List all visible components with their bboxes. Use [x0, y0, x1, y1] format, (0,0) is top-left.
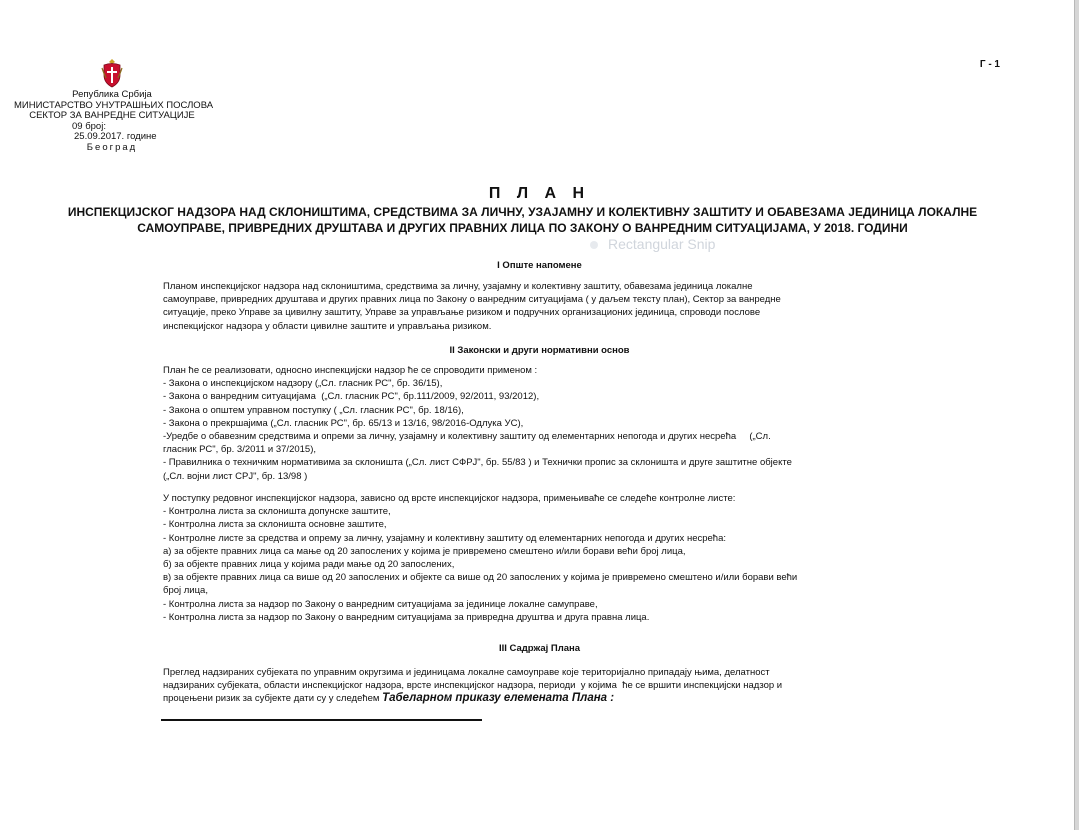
- paragraph-line: - Закона о општем управном поступку ( „Сл. гласник РС", бр. 18/16),: [163, 404, 464, 416]
- snip-dot-icon: [590, 241, 598, 249]
- paragraph-line: - Правилника о техничким нормативима за склоништа („Сл. лист СФРЈ", бр. 55/83 ) и Технички пропис за склоништа и друге заштитне објекте: [163, 457, 792, 469]
- page-right-border: [1074, 0, 1079, 830]
- header-city: Београд: [86, 141, 138, 153]
- paragraph-line: самоуправе, привредних друштава и других правних лица по Закону о ванредним ситуацијама ( у даљем тексту план), Сектор за ванредне: [163, 294, 781, 306]
- section-1-heading: I Опште напомене: [497, 260, 582, 271]
- paragraph-line: - Контролна листа за склоништа основне заштите,: [163, 519, 387, 531]
- paragraph-line: („Сл. војни лист СРЈ", бр. 13/98 ): [163, 470, 308, 482]
- document-subtitle: [50, 204, 995, 236]
- section-3-heading: III Садржај Плана: [498, 643, 581, 654]
- paragraph-line: Планом инспекцијског надзора над склоништима, средствима за личну, узајамну и колективну заштиту, обавезама јединица локалне: [163, 281, 753, 292]
- header-ministry: МИНИСТАРСТВО УНУТРАШЊИХ ПОСЛОВА: [14, 99, 214, 111]
- subtitle-line-2: САМОУПРАВЕ, ПРИВРЕДНИХ ДРУШТАВА И ДРУГИХ ПРАВНИХ ЛИЦА ПО ЗАКОНУ О ВАНРЕДНИМ СИТУАЦИЈАМА, У 2018. ГОДИНИ: [137, 221, 908, 235]
- paragraph-line: - Закона о ванредним ситуацијама („Сл. гласник РС", бр.111/2009, 92/2011, 93/2012),: [163, 391, 540, 403]
- section-1-body: [163, 280, 873, 333]
- header-date: 25.09.2017. године: [74, 131, 157, 142]
- paragraph-line: У поступку редовног инспекцијског надзора, зависно од врсте инспекцијског надзора, примењиваће се следеће контролне листе:: [163, 493, 736, 504]
- paragraph-line: - Контролна листа за надзор по Закону о ванредним ситуацијама за јединице локалне самуправе,: [163, 598, 598, 610]
- paragraph-line: - Контролна листа за надзор по Закону о ванредним ситуацијама за привредна друштва и друга правна лица.: [163, 611, 650, 623]
- paragraph-line: - Закона о инспекцијском надзору („Сл. гласник РС", бр. 36/15),: [163, 378, 443, 390]
- paragraph-line: - Контролна листа за склоништа допунске заштите,: [163, 506, 391, 518]
- section-2-legal-basis: [163, 364, 873, 483]
- paragraph-line: а) за објекте правних лица са мање од 20 запослених у којима је привремено смештено и/или борави већи број лица,: [163, 545, 686, 557]
- plan-table-reference: Табеларном приказу елемената Плана: [382, 692, 608, 705]
- header-republic: Република Србија: [72, 89, 152, 100]
- section-3-body: [163, 666, 873, 706]
- paragraph-line: ситуације, преко Управе за цивилну заштиту, Управе за управљање ризиком и подручних организационих јединица, спроводи послове: [163, 307, 761, 319]
- paragraph-line: -Уредбе о обавезним средствима и опреми за личну, узајамну и колективну заштиту од елементарних непогода и других несрећа („Сл.: [163, 431, 771, 443]
- header-sector: СЕКТОР ЗА ВАНРЕДНЕ СИТУАЦИЈЕ: [29, 110, 195, 121]
- document-header: [14, 58, 214, 153]
- snip-label: Rectangular Snip: [608, 236, 716, 252]
- paragraph-line: План ће се реализовати, односно инспекцијски надзор ће се спроводити применом :: [163, 365, 538, 376]
- subtitle-line-1: ИНСПЕКЦИЈСКОГ НАДЗОРА НАД СКЛОНИШТИМА, СРЕДСТВИМА ЗА ЛИЧНУ, УЗАЈАМНУ И КОЛЕКТИВНУ ЗАШТИТУ И ОБАВЕЗАМА ЈЕДИНИЦА ЛОКАЛНЕ: [67, 205, 978, 219]
- document-title: П Л А Н: [488, 185, 591, 202]
- header-number: 09 број:: [72, 120, 106, 132]
- last-line-prefix: процењени ризик за субјекте дати су у следећем: [163, 693, 383, 705]
- last-line-suffix: :: [607, 692, 615, 705]
- section-2-checklists: [163, 492, 873, 624]
- serbian-coat-of-arms-icon: [101, 58, 123, 88]
- footnote-separator-line: [161, 719, 482, 721]
- paragraph-line: - Контролне листе за средства и опрему за личну, узајамну и колективну заштиту од елементарних непогода и других несрећа:: [163, 532, 727, 544]
- paragraph-line: инспекцијског надзора у области цивилне заштите и управљања ризиком.: [163, 320, 492, 332]
- paragraph-line-last: [163, 692, 873, 705]
- section-2-heading: II Законски и други нормативни основ: [449, 345, 630, 356]
- paragraph-line: б) за објекте правних лица у којима ради мање од 20 запослених,: [163, 559, 455, 571]
- paragraph-line: број лица,: [163, 585, 208, 597]
- paragraph-line: гласник РС", бр. 3/2011 и 37/2015),: [163, 444, 317, 456]
- document-code: Г - 1: [979, 59, 1000, 70]
- paragraph-line: Преглед надзираних субјеката по управним округзима и јединицама локалне самоуправе које територијално припадају њима, делатност: [163, 667, 770, 678]
- paragraph-line: в) за објекте правних лица са више од 20 запослених и објекте са више од 20 запослених у којима је привремено смештено и/или борави већи: [163, 572, 798, 584]
- paragraph-line: надзираних субјеката, области инспекцијског надзора, врсте инспекцијског надзора, периоди у којима ће се вршити инспекцијски надзор и: [163, 680, 783, 692]
- rectangular-snip-overlay: [560, 233, 760, 255]
- paragraph-line: - Закона о прекршајима („Сл. гласник РС", бр. 65/13 и 13/16, 98/2016-Одлука УС),: [163, 417, 524, 429]
